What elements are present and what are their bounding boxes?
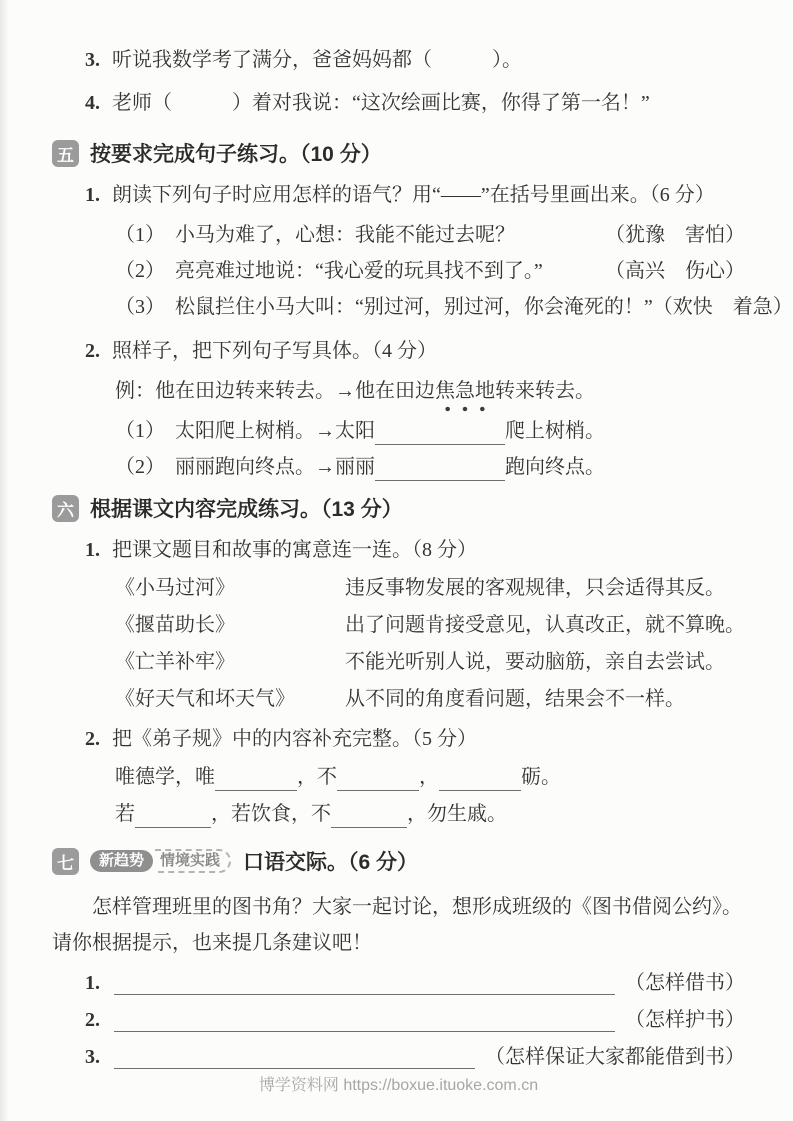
- arrow-icon: →: [315, 456, 335, 478]
- oral-communication-paragraph: 怎样管理班里的图书角？大家一起讨论，想形成班级的《图书借阅公约》。请你根据提示，也来提几条建议吧！: [52, 896, 742, 954]
- section-number-badge: 六: [52, 495, 79, 522]
- sub-number: （1）: [115, 224, 165, 246]
- rewrite-item-2: （2） 丽丽跑向终点。→丽丽 跑向终点。: [115, 453, 745, 481]
- sub-number: （1）: [115, 420, 165, 442]
- story-meaning: 从不同的角度看问题，结果会不一样。: [345, 688, 685, 710]
- match-pair-4: [115, 685, 745, 713]
- answer-blank: [215, 770, 297, 791]
- question-text: 照样子，把下列句子写具体。（4 分）: [112, 340, 437, 362]
- question-5-1-prompt: [85, 181, 745, 209]
- tone-item-3: [115, 293, 793, 321]
- section-seven-header: [52, 846, 745, 876]
- answer-hint: （怎样护书）: [625, 1009, 745, 1031]
- answer-options: （犹豫 害怕）: [605, 224, 745, 246]
- watermark-footer: 博学资料网 https://boxue.ituoke.com.cn: [258, 1077, 539, 1094]
- story-meaning: 不能光听别人说，要动脑筋，亲自去尝试。: [345, 651, 725, 673]
- question-number: 1.: [85, 184, 100, 206]
- question-text: 把课文题目和故事的寓意连一连。（8 分）: [112, 539, 477, 561]
- emphasized-word: 焦急地: [435, 377, 495, 405]
- sentence: （3） 松鼠拦住小马大叫：“别过河，别过河，你会淹死的！”: [115, 296, 653, 318]
- question-number: 2.: [85, 728, 100, 750]
- item-number: 4.: [85, 92, 100, 114]
- answer-hint: （怎样借书）: [625, 972, 745, 994]
- tone-item-1: [115, 221, 745, 249]
- answer-blank: [114, 1046, 475, 1069]
- sub-number: （2）: [115, 456, 165, 478]
- sentence: （2） 亮亮难过地说：“我心爱的玩具找不到了。”: [115, 260, 543, 282]
- question-5-2-prompt: [85, 337, 745, 365]
- answer-blank: [375, 424, 505, 445]
- story-title: 《亡羊补牢》: [115, 651, 235, 673]
- answer-options: （高兴 伤心）: [605, 260, 745, 282]
- section-five-header: [52, 138, 745, 168]
- item-number: 1.: [85, 972, 100, 994]
- suggestion-item-3: [85, 1043, 745, 1071]
- answer-blank: [135, 807, 211, 828]
- match-pair-1: [115, 574, 745, 602]
- item-text: 老师（ ）着对我说：“这次绘画比赛，你得了第一名！”: [112, 92, 650, 114]
- answer-hint: （怎样保证大家都能借到书）: [485, 1046, 745, 1068]
- story-title: 《小马过河》: [115, 577, 235, 599]
- question-6-2-prompt: [85, 725, 745, 753]
- suggestion-item-2: [85, 1006, 745, 1034]
- dizigui-line-1: 唯德学，唯 ，不 ， 砺。: [115, 763, 745, 791]
- section-number-badge: 七: [52, 848, 79, 875]
- match-pair-3: [115, 648, 745, 676]
- answer-blank: [375, 460, 505, 481]
- arrow-icon: →: [315, 420, 335, 442]
- answer-blank: [337, 770, 419, 791]
- fill-in-item-4: [85, 89, 745, 117]
- section-title: 口语交际。（6 分）: [243, 851, 419, 874]
- sub-number: （2）: [115, 260, 165, 282]
- dizigui-line-2: 若 ，若饮食，不 ，勿生戚。: [115, 800, 745, 828]
- answer-blank: [439, 770, 521, 791]
- tone-item-2: [115, 257, 745, 285]
- section-six-header: [52, 493, 745, 523]
- question-6-1-prompt: [85, 536, 745, 564]
- question-number: 2.: [85, 340, 100, 362]
- answer-blank: [331, 807, 407, 828]
- section-number-badge: 五: [52, 140, 79, 167]
- rewrite-item-1: （1） 太阳爬上树梢。→太阳 爬上树梢。: [115, 417, 745, 445]
- section-title: 按要求完成句子练习。（10 分）: [90, 143, 382, 166]
- item-number: 3.: [85, 1046, 100, 1068]
- match-pair-2: [115, 611, 745, 639]
- fill-in-item-3: [85, 46, 745, 74]
- sentence: （1） 小马为难了，心想：我能不能过去呢？: [115, 224, 515, 246]
- answer-blank: [114, 972, 615, 995]
- question-text: 把《弟子规》中的内容补充完整。（5 分）: [112, 728, 477, 750]
- arrow-icon: →: [335, 380, 355, 402]
- story-title: 《好天气和坏天气》: [115, 688, 295, 710]
- question-number: 1.: [85, 539, 100, 561]
- sub-number: （3）: [115, 296, 165, 318]
- item-number: 3.: [85, 49, 100, 71]
- question-text: 朗读下列句子时应用怎样的语气？用“——”在括号里画出来。（6 分）: [112, 184, 715, 206]
- section-title: 根据课文内容完成练习。（13 分）: [90, 498, 403, 521]
- new-trend-tag: 新趋势: [90, 850, 153, 872]
- story-meaning: 出了问题肯接受意见，认真改正，就不算晚。: [345, 614, 745, 636]
- answer-options: （欢快 着急）: [652, 296, 793, 318]
- item-text: 听说我数学考了满分，爸爸妈妈都（ ）。: [112, 49, 522, 71]
- answer-blank: [114, 1009, 615, 1032]
- example-sentence: 例：他在田边转来转去。→他在田边焦急地转来转去。: [115, 377, 745, 405]
- suggestion-item-1: [85, 969, 745, 997]
- story-title: 《揠苗助长》: [115, 614, 235, 636]
- situational-practice-tag: 情境实践: [155, 849, 231, 873]
- item-number: 2.: [85, 1009, 100, 1031]
- story-meaning: 违反事物发展的客观规律，只会适得其反。: [345, 577, 725, 599]
